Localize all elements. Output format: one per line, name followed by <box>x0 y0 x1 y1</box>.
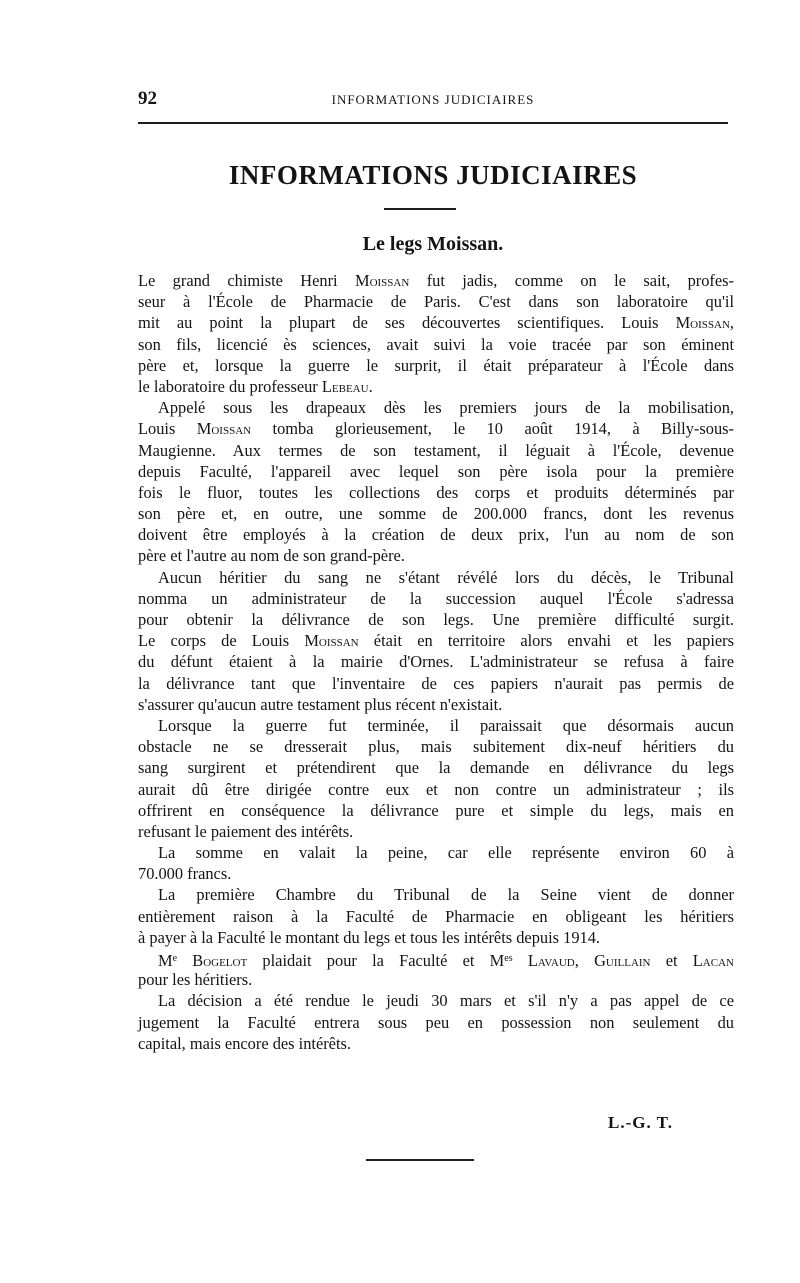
text-line: jugement la Faculté entrera sous peu en possession non seulement du <box>138 1012 734 1032</box>
superscript: e <box>172 953 178 964</box>
small-caps-name: Guillain <box>594 951 651 970</box>
small-caps-name: Lavaud <box>527 951 575 970</box>
running-head <box>138 88 728 112</box>
small-caps-name: Bogelot <box>192 951 248 970</box>
page-number: 92 <box>138 88 157 109</box>
text-line: La somme en valait la peine, car elle représente environ 60 à <box>158 843 734 863</box>
small-caps-name: Moissan <box>355 271 410 290</box>
article-heading: Le legs Moissan. <box>362 233 504 255</box>
superscript: es <box>504 953 513 964</box>
text-line: pour obtenir la délivrance de son legs. Une première difficulté surgit. <box>138 610 734 629</box>
text-line: depuis Faculté, l'appareil avec lequel son père isola pour la première <box>138 461 734 481</box>
small-caps-name: Moissan <box>196 419 252 439</box>
text-line: refusant le paiement des intérêts. <box>138 821 354 841</box>
text-line: le laboratoire du professeur Lebeau. <box>138 376 373 396</box>
text-line: père et l'autre au nom de son grand-père. <box>138 546 405 566</box>
text-line: La décision a été rendue le jeudi 30 mars et s'il n'y a pas appel de ce <box>158 991 734 1011</box>
text-line: pour les héritiers. <box>138 970 253 990</box>
small-caps-name: Lacan <box>692 951 734 970</box>
text-line: offrirent en conséquence la délivrance pure et simple du legs, mais en <box>138 800 734 820</box>
title-rule <box>384 208 456 210</box>
text-line: Maugienne. Aux termes de son testament, il léguait à l'École, devenue <box>138 440 734 460</box>
section-title: INFORMATIONS JUDICIAIRES <box>228 160 638 190</box>
text-line: Appelé sous les drapeaux dès les premiers jours de la mobilisation, <box>158 398 734 418</box>
text-line: 70.000 francs. <box>138 864 232 884</box>
text-line: fois le fluor, toutes les collections des corps et produits déterminés par <box>138 482 734 502</box>
text-line: à payer à la Faculté le montant du legs et tous les intérêts depuis 1914. <box>138 927 601 947</box>
text-line: son fils, licencié ès sciences, avait suivi la voie tracée par son éminent <box>138 334 734 354</box>
article-body <box>138 270 734 1054</box>
text-line: Le corps de Louis Moissan était en territoire alors envahi et les papiers <box>138 631 734 651</box>
text-line: Aucun héritier du sang ne s'étant révélé lors du décès, le Tribunal <box>158 567 734 587</box>
text-line: capital, mais encore des intérêts. <box>138 1033 351 1053</box>
text-line: obstacle ne se dresserait plus, mais subitement dix-neuf héritiers du <box>138 737 734 757</box>
text-line: du défunt étaient à la mairie d'Ornes. L'administrateur se refusa à faire <box>138 652 734 672</box>
text-line: son père et, en outre, une somme de 200.000 francs, dont les revenus <box>138 504 734 524</box>
text-line: s'assurer qu'aucun autre testament plus récent n'existait. <box>138 694 503 714</box>
small-caps-name: Lebeau <box>321 376 369 396</box>
text-line: seur à l'École de Pharmacie de Paris. C'est dans son laboratoire qu'il <box>138 292 734 312</box>
text-line: mit au point la plupart de ses découvertes scientifiques. Louis Moissan, <box>138 313 734 333</box>
text-line: la délivrance tant que l'inventaire de ces papiers n'aurait pas permis de <box>138 673 734 693</box>
text-line: entièrement raison à la Faculté de Pharmacie en obligeant les héritiers <box>138 906 734 926</box>
text-line: Me Bogelot plaidait pour la Faculté et $M^{es}$ Lavaud, Guillain et Lacan <box>158 951 734 970</box>
header-rule <box>138 122 728 124</box>
text-line: La première Chambre du Tribunal de la Seine vient de donner <box>158 885 734 905</box>
small-caps-name: Moissan <box>304 631 359 651</box>
small-caps-name: Moissan <box>675 313 730 333</box>
signature: L.-G. T. <box>608 1113 673 1132</box>
text-line: Lorsque la guerre fut terminée, il paraissait que désormais aucun <box>158 715 734 735</box>
text-line: aurait dû être dirigée contre eux et non contre un administrateur ; ils <box>138 779 734 799</box>
text-line: père et, lorsque la guerre le surprit, il était préparateur à l'École dans <box>138 355 734 375</box>
text-line: Le grand chimiste Henri Moissan fut jadis, comme on le sait, profes- <box>138 271 734 290</box>
running-title: INFORMATIONS JUDICIAIRES <box>331 92 535 107</box>
end-rule <box>366 1159 474 1161</box>
text-line: sang surgirent et prétendirent que la demande en délivrance du legs <box>138 758 734 778</box>
text-line: nomma un administrateur de la succession auquel l'École s'adressa <box>138 588 734 608</box>
text-line: doivent être employés à la création de deux prix, l'un au nom de son <box>138 525 734 545</box>
text-line: Louis Moissan tomba glorieusement, le 10 août 1914, à Billy-sous- <box>138 419 734 439</box>
